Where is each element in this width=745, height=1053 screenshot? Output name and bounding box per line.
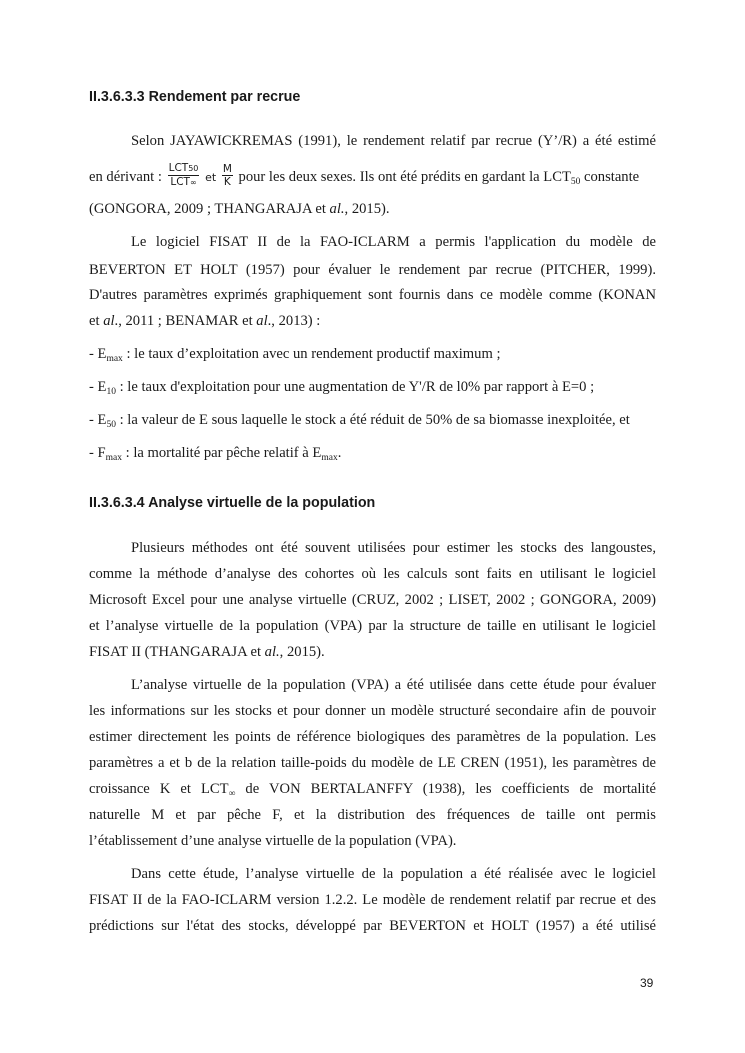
paragraph-line: BEVERTON ET HOLT (1957) pour évaluer le rendement par recrue (PITCHER, 1999).: [89, 262, 656, 278]
paragraph-line: Plusieurs méthodes ont été souvent utilisées pour estimer les stocks des langoustes,: [131, 540, 656, 556]
paragraph-line-formula: en dérivant : $\frac{\text{LCT50}}{\text{LCT∞}}$ et $\frac{M}{K}$ pour les deux sexes. Ils ont été prédits en gardant la $LCT_{50}$ constante: [89, 162, 640, 188]
fraction-m-k: $\frac{M}{K}$: [222, 163, 232, 188]
paragraph-line: estimer directement les points de référence biologiques des paramètres de la population. Les: [89, 729, 656, 745]
paragraph-line: Microsoft Excel pour une analyse virtuelle (CRUZ, 2002 ; LISET, 2002 ; GONGORA, 2009): [89, 592, 656, 608]
paragraph-line: les informations sur les stocks et pour donner un modèle structuré secondaire afin de pouvoir: [89, 703, 656, 719]
paragraph-line: Selon JAYAWICKREMAS (1991), le rendement relatif par recrue (Y’/R) a été estimé: [131, 133, 656, 149]
fraction-lct50-lctinf: $\frac{\text{LCT50}}{\text{LCT∞}}$: [168, 162, 199, 188]
paragraph-line: Le logiciel FISAT II de la FAO-ICLARM a permis l'application du modèle de: [131, 234, 656, 250]
paragraph-line: FISAT II de la FAO-ICLARM version 1.2.2. Le modèle de rendement relatif par recrue et des: [89, 892, 656, 908]
paragraph-line: L’analyse virtuelle de la population (VPA) a été utilisée dans cette étude pour évaluer: [131, 677, 656, 693]
paragraph-line: Dans cette étude, l’analyse virtuelle de la population a été réalisée avec le logiciel: [131, 866, 656, 882]
bullet-e50: - $E_{50}$ : la valeur de E sous laquelle le stock a été réduit de 50% de sa biomasse inexploitée, et: [89, 412, 630, 430]
paragraph-line: comme la méthode d’analyse des cohortes où les calculs sont faits en utilisant le logiciel: [89, 566, 656, 582]
bullet-fmax: - $F_{max}$ : la mortalité par pêche relatif à $E_{max}$.: [89, 445, 342, 463]
section-heading-analyse: II.3.6.3.4 Analyse virtuelle de la population: [89, 495, 376, 511]
paragraph-line: FISAT II (THANGARAJA et al., 2015).: [89, 644, 325, 660]
bullet-e10: - $E_{10}$ : le taux d'exploitation pour une augmentation de Y'/R de l0% par rapport à E=0 ;: [89, 379, 595, 397]
section-heading-rendement: II.3.6.3.3 Rendement par recrue: [89, 89, 301, 105]
paragraph-line: l’établissement d’une analyse virtuelle de la population (VPA).: [89, 833, 457, 849]
paragraph-line: et al., 2011 ; BENAMAR et al., 2013) :: [89, 313, 321, 329]
paragraph-line: et l’analyse virtuelle de la population (VPA) par la structure de taille en utilisant le logiciel: [89, 618, 656, 634]
paragraph-line: (GONGORA, 2009 ; THANGARAJA et al., 2015).: [89, 201, 390, 217]
paragraph-line: paramètres a et b de la relation taille-poids du modèle de LE CREN (1951), les paramètres de: [89, 755, 656, 771]
paragraph-line: croissance K et $LCT_\infty$ de VON BERTALANFFY (1938), les coefficients de mortalité: [89, 781, 657, 799]
paragraph-line: naturelle M et par pêche F, et la distribution des fréquences de taille ont permis: [89, 807, 656, 823]
bullet-emax: - $E_{max}$ : le taux d’exploitation avec un rendement productif maximum ;: [89, 346, 501, 364]
paragraph-line: D'autres paramètres exprimés graphiquement sont fournis dans ce modèle comme (KONAN: [89, 287, 656, 303]
page-number: 39: [640, 976, 654, 990]
paragraph-line: prédictions sur l'état des stocks, développé par BEVERTON et HOLT (1957) a été utilisé: [89, 918, 656, 934]
